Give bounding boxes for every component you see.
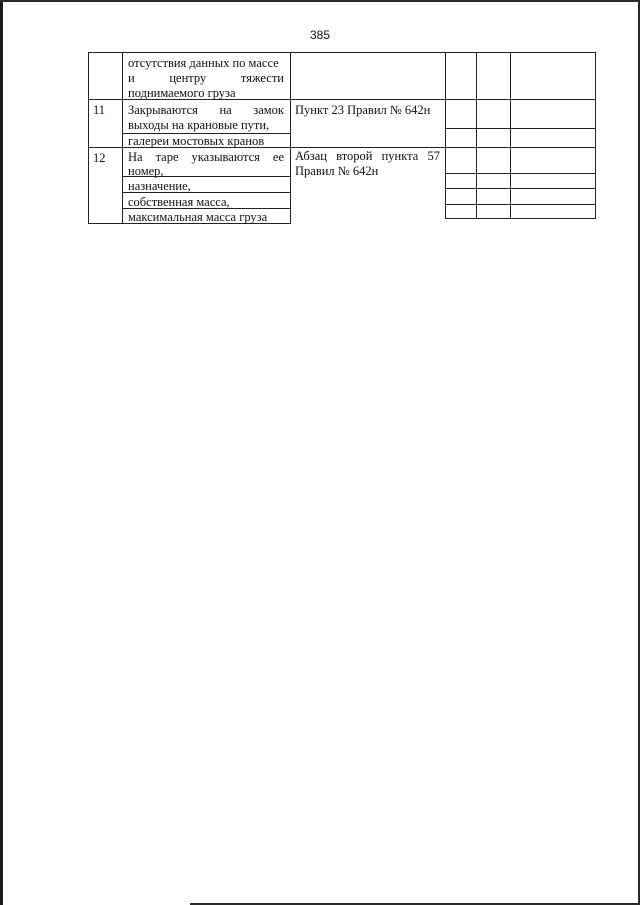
col-divider-requirement <box>290 52 291 224</box>
page-edge-left <box>0 0 3 905</box>
requirement-line: поднимаемого груза <box>128 86 236 100</box>
reference-line: Абзац второй пункта 57 <box>295 149 440 163</box>
table-border-bottom-right <box>445 218 596 219</box>
requirement-line: номер, <box>128 164 164 178</box>
table-border-top <box>88 52 596 53</box>
table-border-left <box>88 52 89 224</box>
requirement-line: Закрываются на замок <box>128 103 284 117</box>
col-divider-reference <box>445 52 446 218</box>
col-divider-answer-2 <box>510 52 511 218</box>
page-edge-top <box>0 0 640 2</box>
page-number: 385 <box>309 28 331 42</box>
requirement-line: На таре указываются ее <box>128 150 284 164</box>
row-number: 11 <box>93 103 106 117</box>
requirement-line: выходы на крановые пути, <box>128 118 270 132</box>
subrow-divider-right-12a <box>445 173 596 174</box>
row-number: 12 <box>93 151 106 165</box>
subrow-divider-right-12c <box>445 204 596 205</box>
requirement-line: галереи мостовых кранов <box>128 134 265 148</box>
table-border-right <box>595 52 596 218</box>
requirement-line: максимальная масса груза <box>128 210 268 224</box>
subrow-divider-right-11 <box>445 128 596 129</box>
reference-line: Правил № 642н <box>295 164 379 178</box>
col-divider-answer-1 <box>476 52 477 218</box>
subrow-divider-right-12b <box>445 188 596 189</box>
requirement-line: и центру тяжести <box>128 71 284 85</box>
requirement-line: собственная масса, <box>128 195 230 209</box>
checklist-table <box>88 52 596 224</box>
reference-line: Пункт 23 Правил № 642н <box>295 103 431 117</box>
requirement-line: отсутствия данных по массе <box>128 56 279 70</box>
col-divider-num <box>122 52 123 224</box>
requirement-line: назначение, <box>128 179 191 193</box>
